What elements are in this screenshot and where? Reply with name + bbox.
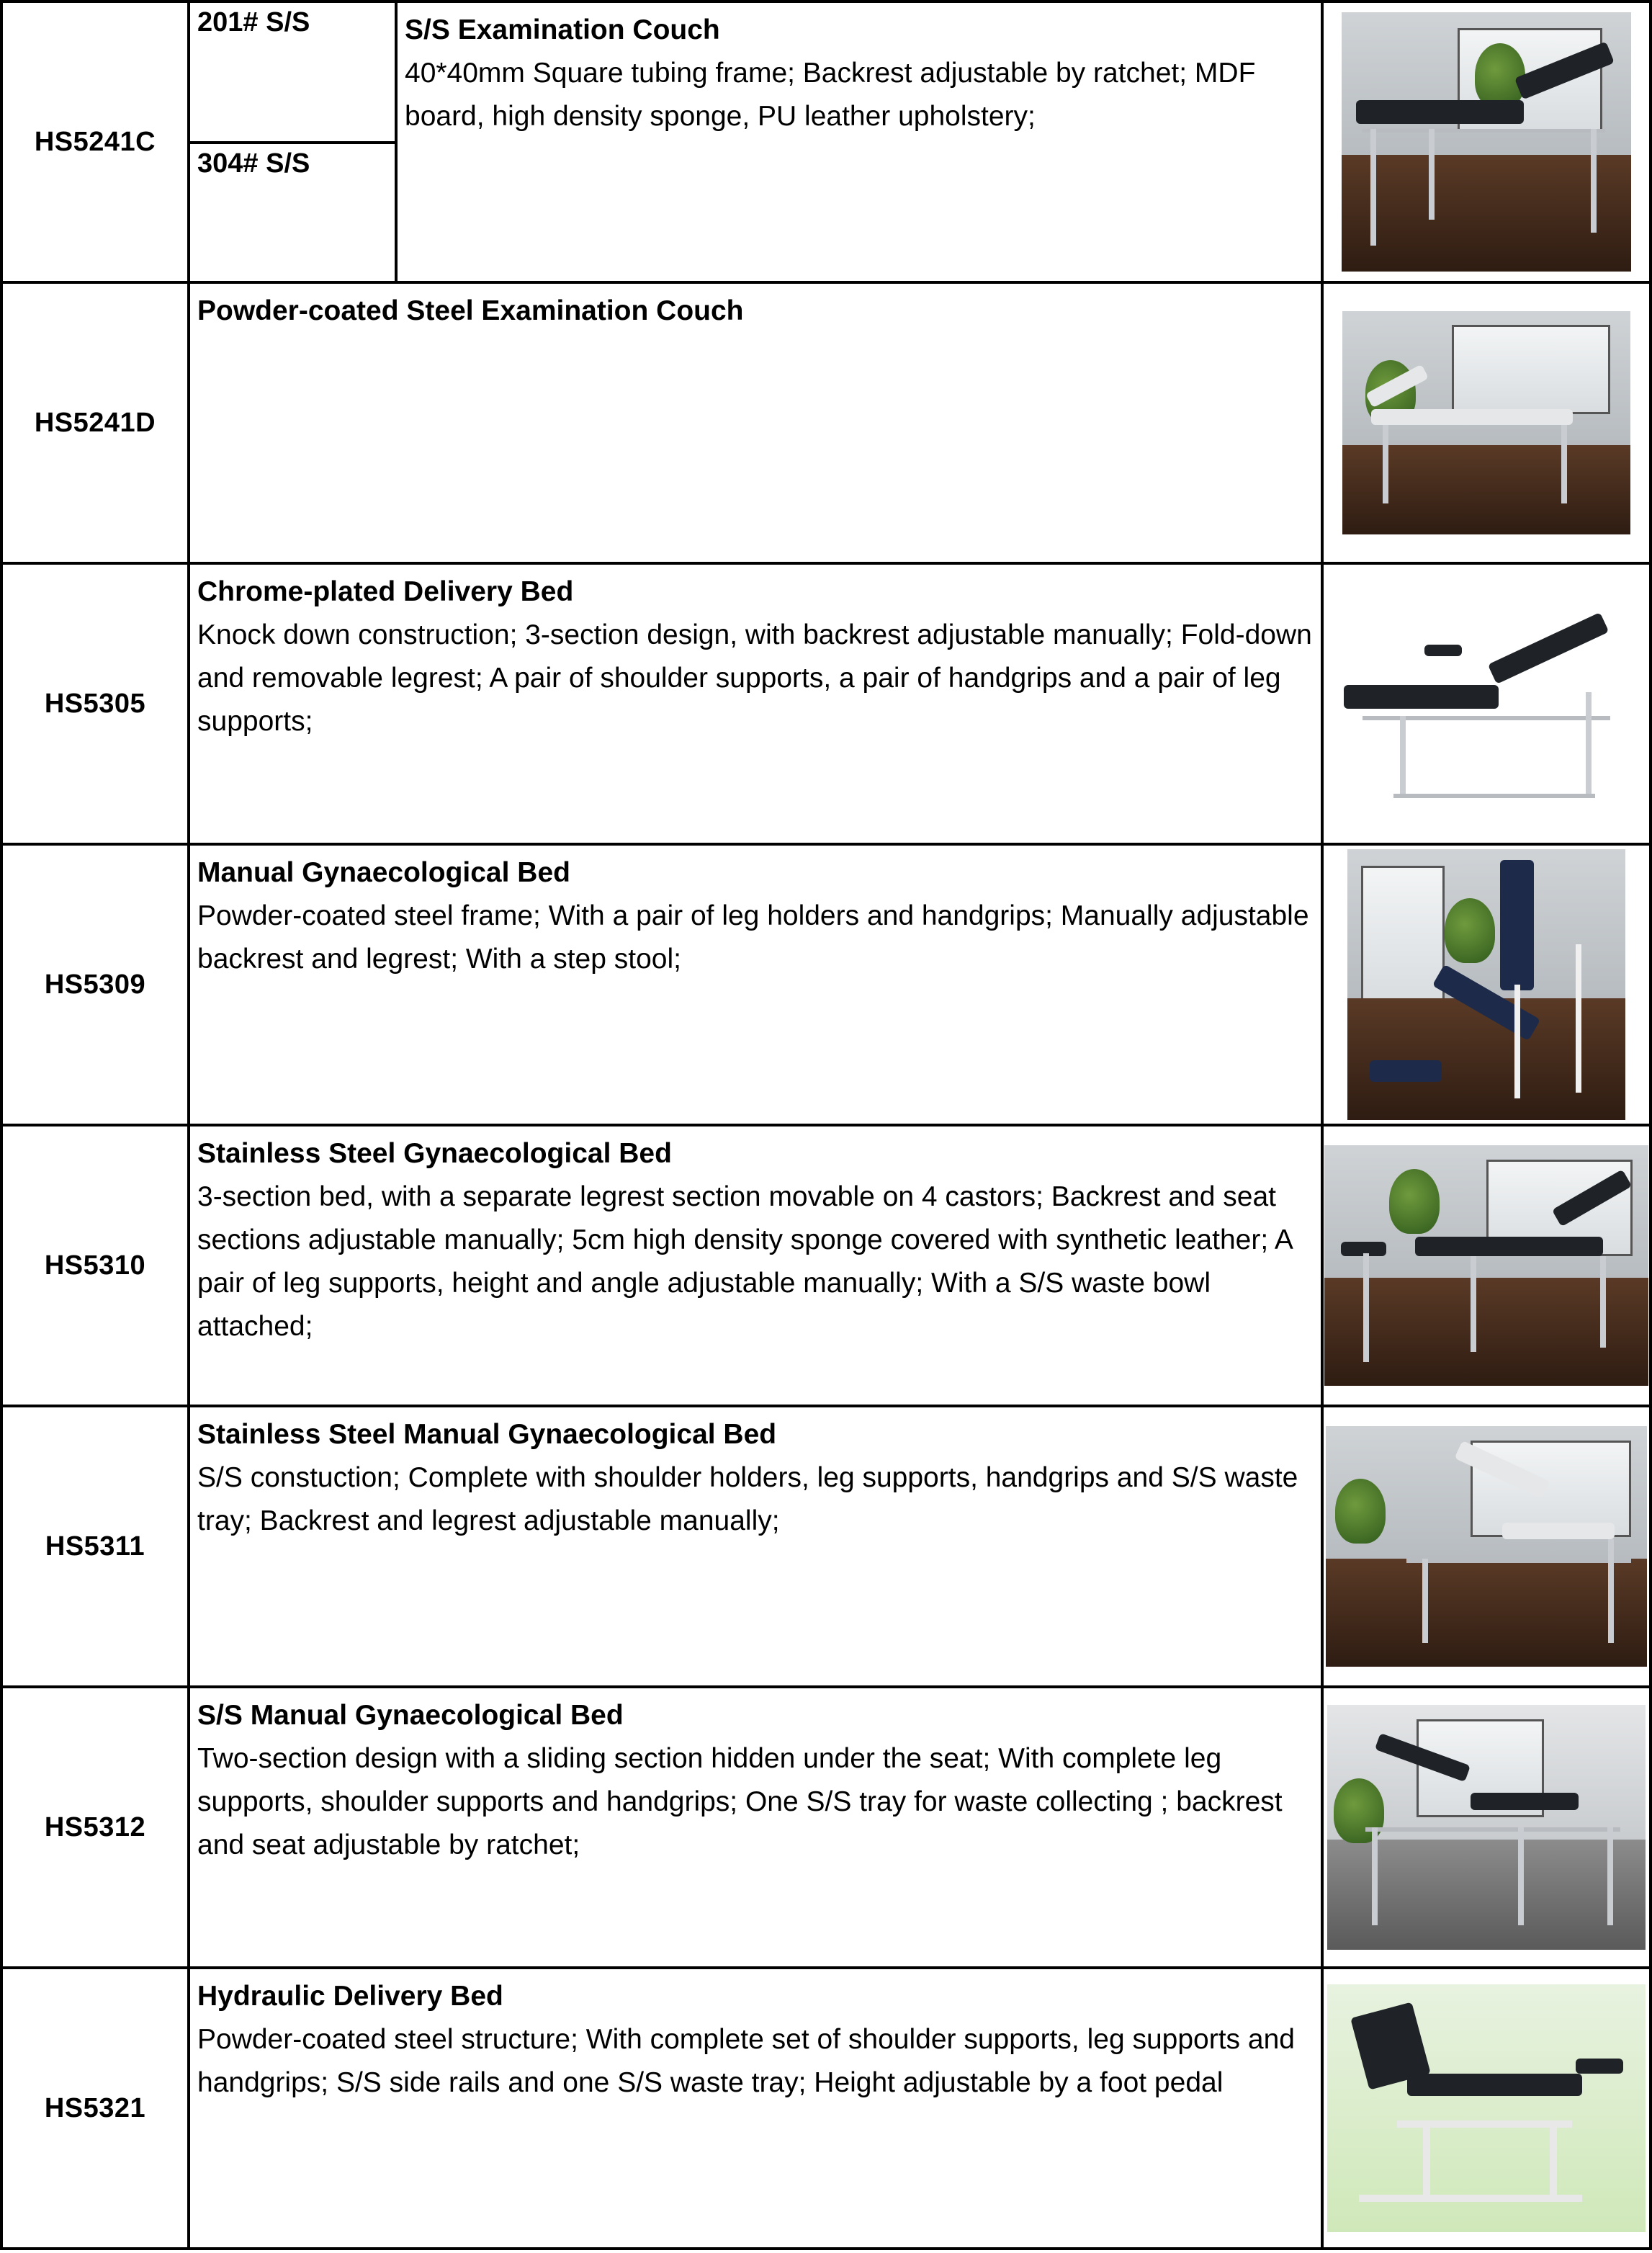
product-code-cell bbox=[0, 843, 190, 1126]
product-description-cell bbox=[187, 1405, 1324, 1688]
product-photo-cell bbox=[1321, 1405, 1652, 1688]
product-photo-cell bbox=[1321, 843, 1652, 1126]
product-title: Powder-coated Steel Examination Couch bbox=[197, 295, 744, 326]
product-row bbox=[0, 562, 1652, 843]
product-description: 3-section bed, with a separate legrest section movable on 4 castors; Backrest and seat sections adjustable manually; 5cm high density sponge covered with synthetic leather; A pair of leg supports, height and angle adjustable manually; With a S/S waste bowl attached; bbox=[197, 1181, 1292, 1342]
product-row bbox=[0, 1966, 1652, 2247]
product-code: HS5241D bbox=[34, 407, 156, 438]
material-option-304: 304# S/S bbox=[187, 141, 398, 284]
product-row bbox=[0, 1685, 1652, 1966]
product-photo-cell bbox=[1321, 1966, 1652, 2250]
product-description: Two-section design with a sliding section hidden under the seat; With complete leg supports, shoulder supports and handgrips; One S/S tray for waste collecting ; backrest and seat adjustable by ratchet; bbox=[197, 1743, 1283, 1860]
product-title: Hydraulic Delivery Bed bbox=[197, 1981, 503, 2012]
gynaecological-bed-photo bbox=[1324, 1145, 1648, 1386]
product-row bbox=[0, 0, 1652, 281]
product-code: HS5311 bbox=[45, 1531, 145, 1562]
product-code-cell bbox=[0, 562, 190, 846]
product-description: Powder-coated steel frame; With a pair of leg holders and handgrips; Manually adjustable backrest and legrest; With a step stool; bbox=[197, 900, 1309, 975]
delivery-bed-photo bbox=[1332, 585, 1641, 823]
product-description-cell bbox=[187, 1124, 1324, 1407]
product-code-cell bbox=[0, 1405, 190, 1688]
product-photo-cell bbox=[1321, 0, 1652, 284]
product-code-cell bbox=[0, 1124, 190, 1407]
product-code-cell bbox=[0, 1966, 190, 2250]
gynaecological-bed-photo bbox=[1327, 1705, 1646, 1950]
product-photo-cell bbox=[1321, 562, 1652, 846]
product-title: Chrome-plated Delivery Bed bbox=[197, 576, 574, 607]
product-code-cell bbox=[0, 1685, 190, 1969]
product-code-cell bbox=[0, 281, 190, 565]
product-code: HS5312 bbox=[44, 1811, 146, 1842]
product-row bbox=[0, 1405, 1652, 1685]
examination-couch-photo bbox=[1342, 12, 1631, 272]
gynaecological-bed-photo bbox=[1347, 849, 1625, 1120]
product-description: S/S constuction; Complete with shoulder holders, leg supports, handgrips and S/S waste tray; Backrest and legrest adjustable manually; bbox=[197, 1462, 1298, 1536]
product-row bbox=[0, 281, 1652, 562]
product-photo-cell bbox=[1321, 1685, 1652, 1969]
product-title: S/S Manual Gynaecological Bed bbox=[197, 1700, 624, 1731]
product-code: HS5310 bbox=[44, 1250, 146, 1281]
product-code: HS5241C bbox=[34, 126, 156, 157]
product-row bbox=[0, 1124, 1652, 1405]
product-description: Knock down construction; 3-section design, with backrest adjustable manually; Fold-down and removable legrest; A pair of shoulder supports, a pair of handgrips and a pair of leg supports; bbox=[197, 619, 1312, 737]
product-description-cell bbox=[187, 1966, 1324, 2250]
product-code: HS5305 bbox=[44, 688, 146, 719]
product-description-cell bbox=[187, 562, 1324, 846]
product-description-cell bbox=[187, 1685, 1324, 1969]
product-code: HS5321 bbox=[44, 2092, 146, 2123]
product-title: S/S Examination Couch bbox=[405, 14, 720, 45]
product-description: 40*40mm Square tubing frame; Backrest adjustable by ratchet; MDF board, high density sponge, PU leather upholstery; bbox=[405, 58, 1256, 132]
product-code: HS5309 bbox=[44, 969, 146, 1000]
product-title: Manual Gynaecological Bed bbox=[197, 857, 570, 888]
product-description-cell bbox=[395, 0, 1324, 284]
product-photo-cell bbox=[1321, 281, 1652, 565]
product-row bbox=[0, 843, 1652, 1124]
gynaecological-bed-photo bbox=[1326, 1426, 1647, 1667]
product-code-cell bbox=[0, 0, 190, 284]
product-description-cell bbox=[187, 281, 1324, 565]
product-photo-cell bbox=[1321, 1124, 1652, 1407]
product-description: Powder-coated steel structure; With complete set of shoulder supports, leg supports and handgrips; S/S side rails and one S/S waste tray; Height adjustable by a foot pedal bbox=[197, 2024, 1295, 2098]
product-title: Stainless Steel Manual Gynaecological Bed bbox=[197, 1419, 777, 1450]
delivery-bed-photo bbox=[1327, 1984, 1646, 2232]
material-option-201: 201# S/S bbox=[187, 0, 398, 144]
product-title: Stainless Steel Gynaecological Bed bbox=[197, 1138, 672, 1169]
product-description-cell bbox=[187, 843, 1324, 1126]
examination-couch-photo bbox=[1342, 311, 1630, 534]
